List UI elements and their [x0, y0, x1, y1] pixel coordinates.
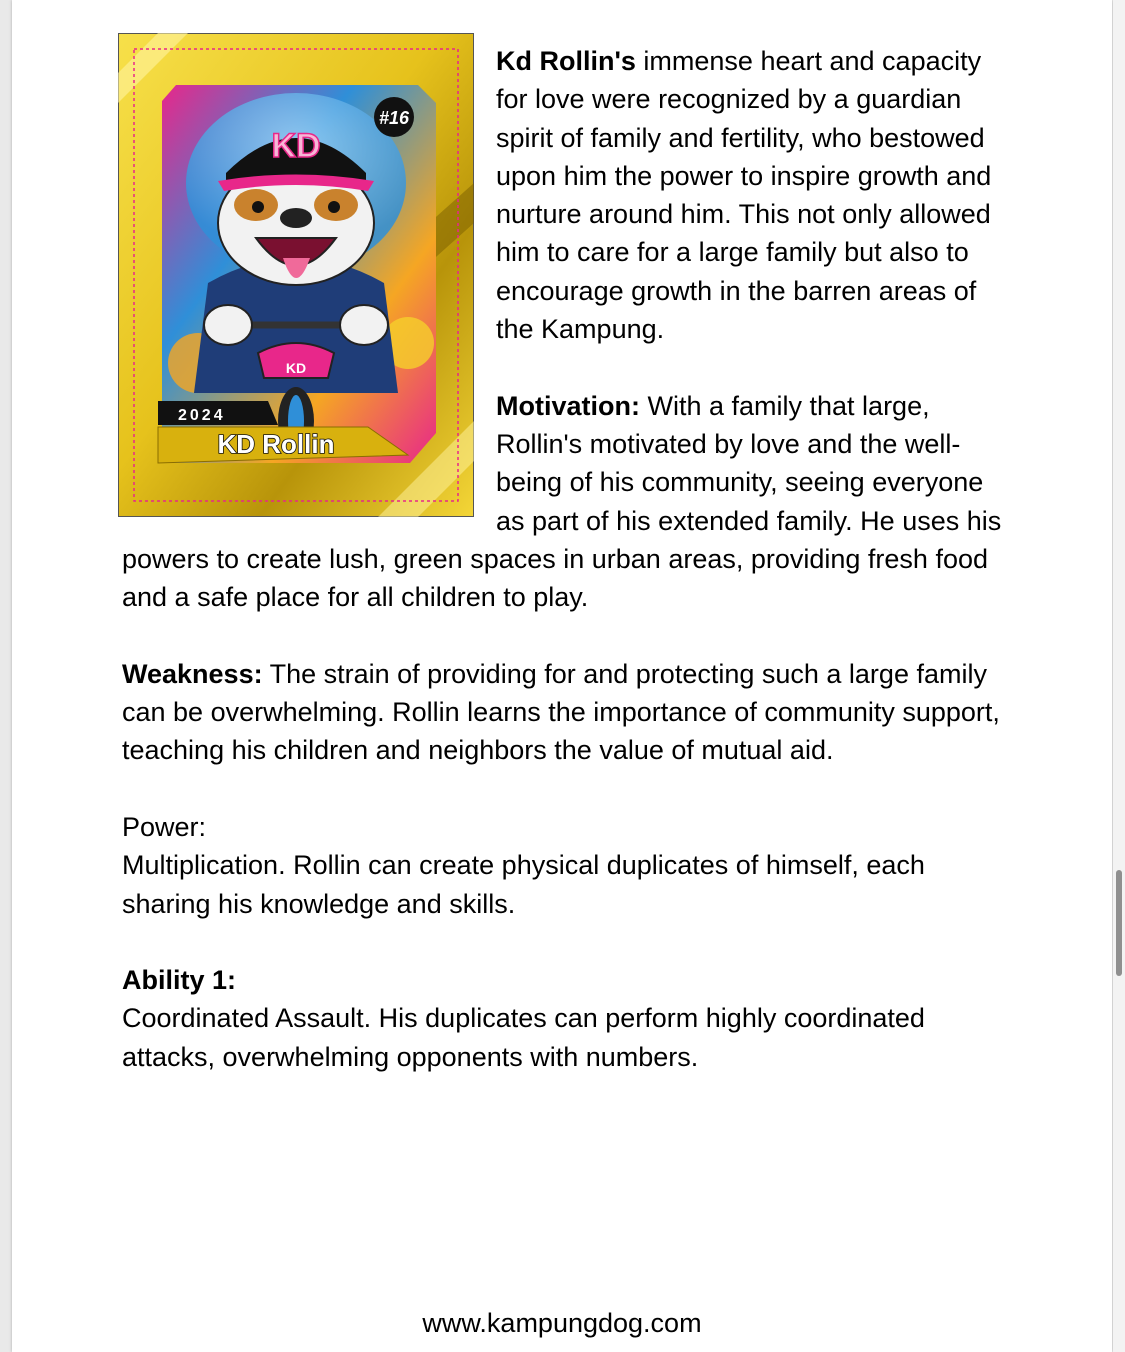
weakness-paragraph: [122, 655, 1012, 770]
intro-name: Kd Rollin's: [496, 46, 636, 76]
bike-logo: KD: [285, 360, 307, 376]
ability1-text: Coordinated Assault. His duplicates can perform highly coordinated attacks, overwhelming opponents with numbers.: [122, 1003, 925, 1072]
weakness-label: Weakness:: [122, 658, 263, 689]
dog-paw: [204, 305, 252, 345]
document-page: [12, 0, 1112, 1352]
ability1-paragraph: [122, 961, 1012, 1076]
intro-text: immense heart and capacity for love were recognized by a guardian spirit of family and fertility, who bestowed upon him the power to inspire growth and nurture around him. This not only allowed him to care for a large family but also to encourage growth in the barren areas of the Kampung.: [496, 46, 992, 345]
cap-logo: KD: [271, 127, 321, 165]
power-text: Multiplication. Rollin can create physical duplicates of himself, each sharing his knowledge and skills.: [122, 850, 925, 919]
ability1-label: Ability 1:: [122, 965, 237, 996]
dog-eye: [252, 201, 264, 213]
trading-card-image: [118, 33, 474, 517]
motivation-label: Motivation:: [496, 390, 640, 421]
power-label: Power:: [122, 811, 207, 842]
power-paragraph: [122, 808, 1012, 923]
scrollbar-thumb[interactable]: [1116, 870, 1122, 976]
card-name: KD Rollin: [217, 429, 335, 459]
trading-card: [118, 33, 474, 517]
dog-eye: [328, 201, 340, 213]
footer-url: www.kampungdog.com: [422, 1308, 702, 1338]
dog-nose: [280, 208, 312, 228]
card-year: 2024: [178, 407, 226, 424]
motivation-text: With a family that large, Rollin's motivated by love and the well-being of his community, seeing everyone as part of his extended family. He uses his powers to create lush, green spaces in urban areas, providing fresh food and a safe place for all children to play.: [122, 390, 1002, 613]
weakness-text: The strain of providing for and protecting such a large family can be overwhelming. Rollin learns the importance of community support, teaching his children and neighbors the value of mutual aid.: [122, 658, 1000, 766]
document-content: [122, 42, 1012, 1114]
dog-paw: [340, 305, 388, 345]
vertical-scrollbar[interactable]: [1113, 0, 1125, 1352]
card-number: #16: [378, 108, 410, 128]
